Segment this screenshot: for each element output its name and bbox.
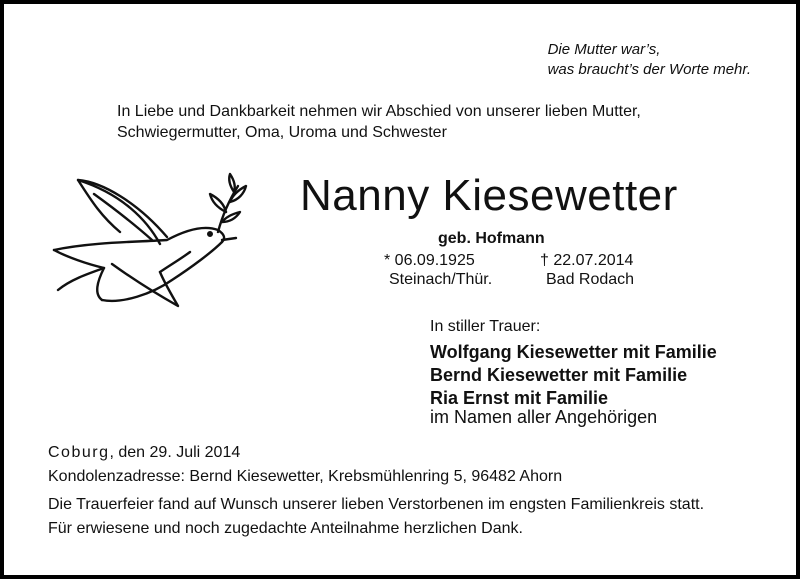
death-place: Bad Rodach xyxy=(546,271,635,288)
mourner-item: Ria Ernst mit Familie xyxy=(430,388,609,408)
dove-with-olive-branch-icon xyxy=(42,172,252,322)
thanks-line: Für erwiesene und noch zugedachte Anteilnahme herzlichen Dank. xyxy=(48,520,523,537)
mourners-list xyxy=(430,341,717,410)
birth-date: * 06.09.1925 xyxy=(384,252,475,269)
intro-line-2: Schwiegermutter, Oma, Uroma und Schwester xyxy=(117,124,447,141)
condolence-address: Kondolenzadresse: Bernd Kiesewetter, Krebsmühlenring 5, 96482 Ahorn xyxy=(48,468,563,485)
death-info xyxy=(540,251,634,289)
birth-info xyxy=(384,251,492,289)
mourner-item: Wolfgang Kiesewetter mit Familie xyxy=(430,342,717,362)
mourner-item: Bernd Kiesewetter mit Familie xyxy=(430,365,688,385)
funeral-note: Die Trauerfeier fand auf Wunsch unserer lieben Verstorbenen im engsten Familienkreis statt. xyxy=(48,496,705,513)
death-date: † 22.07.2014 xyxy=(540,252,634,269)
place-date-line xyxy=(48,441,768,465)
born-name: geb. Hofmann xyxy=(438,230,545,247)
intro-line-1: In Liebe und Dankbarkeit nehmen wir Abschied von unserer lieben Mutter, xyxy=(117,103,641,120)
mourning-heading: In stiller Trauer: xyxy=(430,318,541,335)
motto-line-1: Die Mutter war’s, xyxy=(547,41,661,58)
footer-block xyxy=(48,441,768,541)
motto-line-2: was braucht’s der Worte mehr. xyxy=(547,61,751,78)
intro-text xyxy=(117,101,757,143)
motto-quote xyxy=(548,40,751,80)
date: , den 29. Juli 2014 xyxy=(109,444,241,461)
relatives-line: im Namen aller Angehörigen xyxy=(430,407,658,427)
place: Coburg xyxy=(48,444,110,461)
deceased-name: Nanny Kiesewetter xyxy=(300,171,678,220)
birth-place: Steinach/Thür. xyxy=(389,271,493,288)
obituary-notice xyxy=(4,4,796,575)
